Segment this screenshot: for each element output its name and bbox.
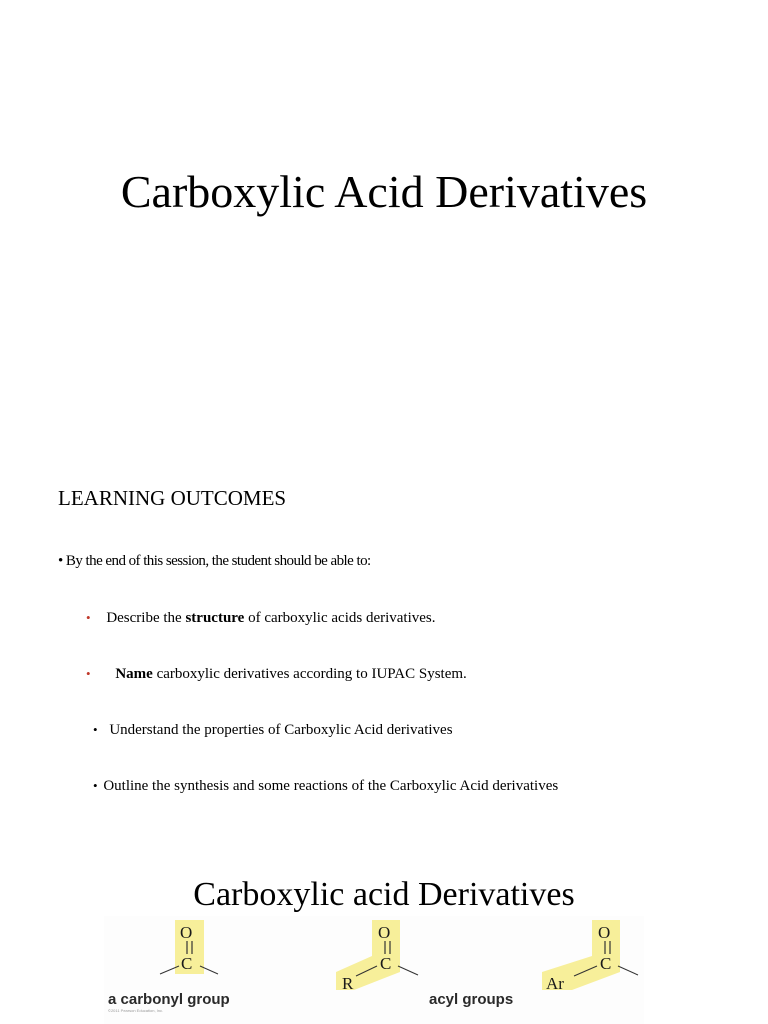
carbon-atom: C — [380, 954, 392, 973]
objective-text: of carboxylic acids derivatives. — [244, 610, 436, 626]
oxygen-atom: O — [598, 923, 611, 942]
learning-outcomes-heading: LEARNING OUTCOMES — [58, 486, 287, 510]
intro-label: By the end of this session, the student should be able to: — [65, 553, 371, 569]
carbon-atom: C — [600, 954, 612, 973]
objective-text: Understand the properties of Carboxylic Acid derivatives — [109, 722, 453, 738]
objective-bold: Name — [115, 666, 153, 682]
carbonyl-group-label: a carbonyl group — [108, 991, 230, 1008]
objective-name — [86, 664, 467, 684]
slide-title: Carboxylic Acid Derivatives — [120, 166, 648, 217]
objective-text: Outline the synthesis and some reactions of the Carboxylic Acid derivatives — [103, 778, 559, 794]
carbonyl-acyl-diagram — [104, 916, 644, 1024]
objective-text: carboxylic derivatives according to IUPAC System. — [152, 666, 467, 682]
objective-structure — [86, 608, 436, 628]
bullet-icon: • — [58, 553, 63, 569]
derivatives-title: Carboxylic acid Derivatives — [193, 876, 575, 913]
r-group-atom: R — [342, 974, 354, 993]
bullet-icon: • — [86, 666, 91, 681]
objective-synthesis — [93, 776, 558, 796]
bullet-icon: • — [93, 722, 98, 737]
aryl-group-atom: Ar — [546, 974, 564, 993]
objective-properties — [93, 720, 453, 740]
objective-bold: structure — [185, 610, 245, 626]
bullet-icon: • — [86, 610, 91, 625]
carbon-atom: C — [181, 954, 193, 973]
acyl-groups-label: acyl groups — [429, 991, 514, 1008]
copyright-text: ©2011 Pearson Education, Inc. — [108, 1008, 164, 1013]
objective-text: Describe the — [106, 610, 186, 626]
oxygen-atom: O — [378, 923, 391, 942]
intro-text — [58, 551, 371, 571]
oxygen-atom: O — [180, 923, 193, 942]
bullet-icon: • — [93, 778, 98, 793]
